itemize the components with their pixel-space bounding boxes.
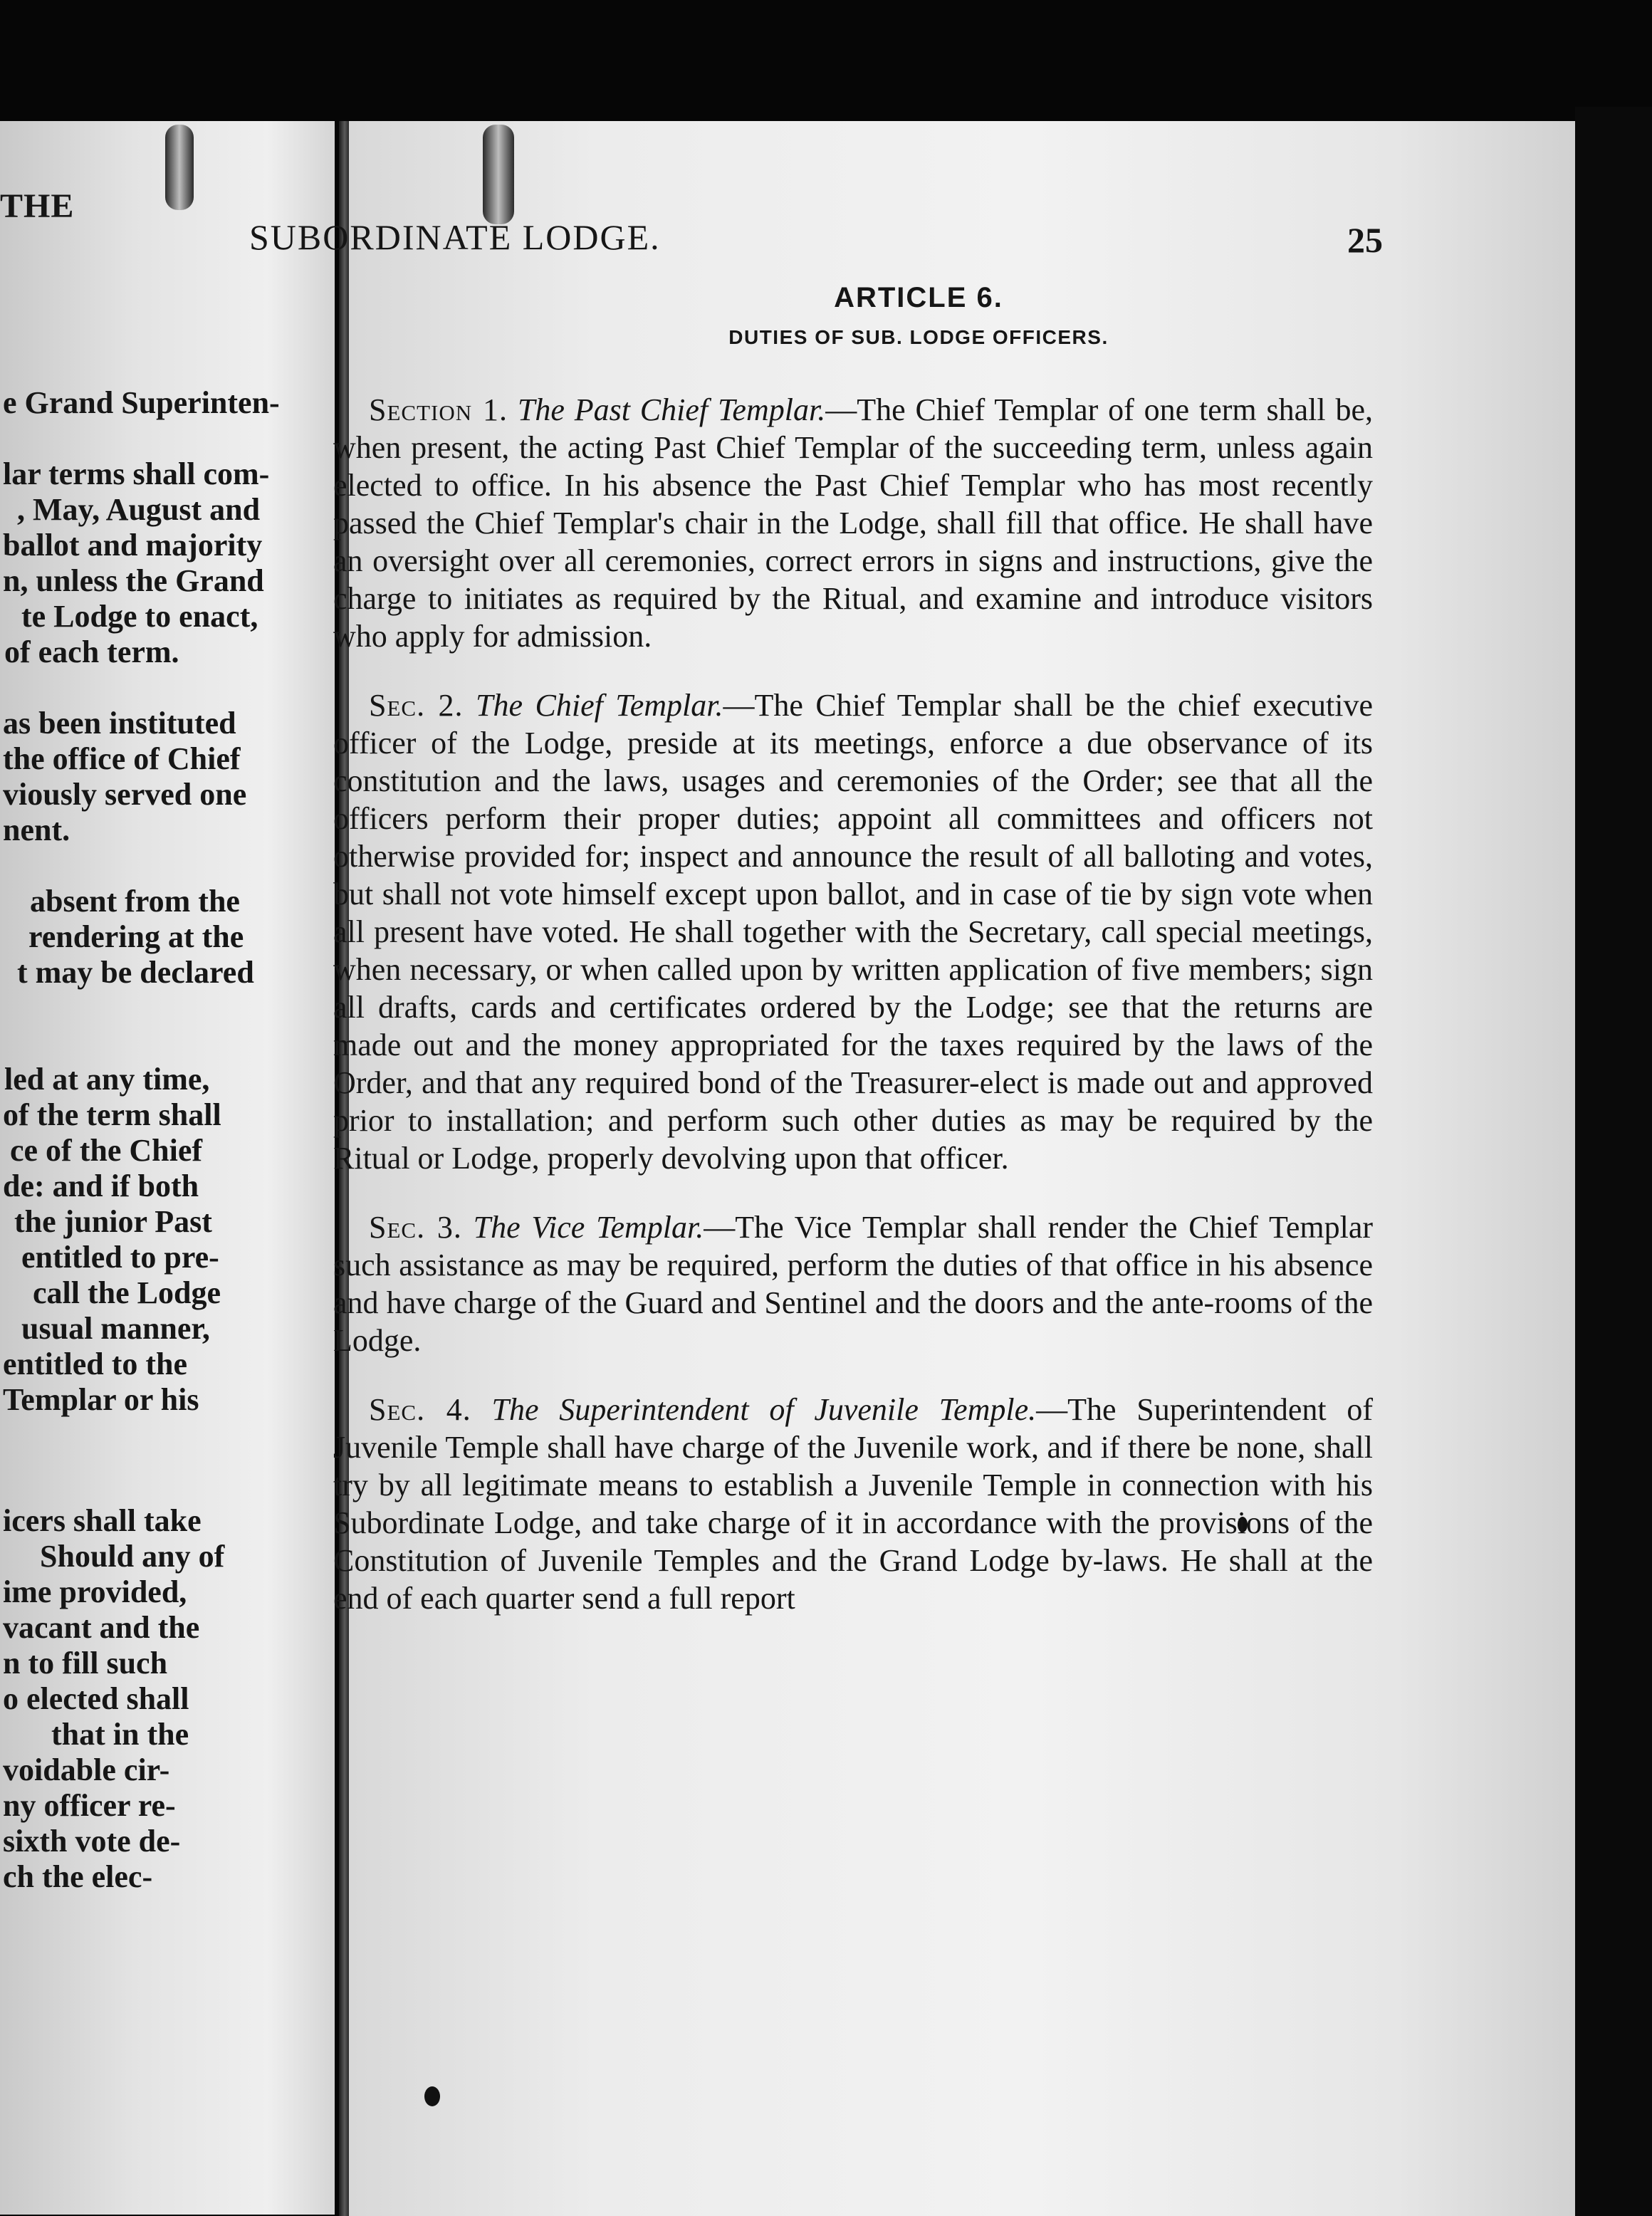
left-page-line: icers shall take bbox=[3, 1503, 202, 1538]
left-page-line: led at any time, bbox=[4, 1062, 210, 1097]
left-page-line: sixth vote de- bbox=[3, 1824, 181, 1859]
left-page-line: rendering at the bbox=[28, 919, 244, 954]
section-text: —The Chief Templar shall be the chief executive officer of the Lodge, preside at its meetings, enforce a due observance of its constitution and the laws, usages and ceremonies of the Order; see that all the officers perform their proper duties; appoint all committees and officers not otherwise provided for; inspect and announce the result of all balloting and votes, but shall not vote himself except upon ballot, and in case of tie by sign vote when all present have voted. He shall together with the Secretary, call special meetings, when necessary, or when called upon by written application of five members; sign all drafts, cards and certificates ordered by the Lodge; see that the returns are made out and the money appropriated for the taxes required by the laws of the Order, and that any required bond of the Treasurer-elect is made out and approved prior to installation; and perform such other duties as may be required by the Ritual or Lodge, properly devolving upon that officer. bbox=[333, 688, 1373, 1176]
left-page-line: t may be declared bbox=[17, 955, 254, 990]
left-page-line: e Grand Superinten- bbox=[3, 385, 280, 420]
article-subtitle: DUTIES OF SUB. LODGE OFFICERS. bbox=[728, 326, 1109, 348]
left-page-line: , May, August and bbox=[17, 492, 261, 527]
left-page-line: as been instituted bbox=[3, 706, 236, 741]
ink-spot bbox=[424, 2086, 440, 2106]
article-title: ARTICLE 6. bbox=[834, 282, 1003, 313]
left-page-line: of each term. bbox=[4, 634, 179, 669]
left-page-line: vacant and the bbox=[3, 1610, 200, 1645]
left-page-heading: THE bbox=[0, 187, 75, 225]
sections bbox=[333, 360, 1373, 1636]
left-page-line: absent from the bbox=[30, 884, 240, 919]
left-page-line: n, unless the Grand bbox=[3, 563, 264, 598]
section-name: The Past Chief Templar. bbox=[517, 392, 826, 427]
section-label: Sec. 2. bbox=[369, 688, 464, 723]
left-page-line: entitled to pre- bbox=[21, 1240, 219, 1275]
page-edge-shadow bbox=[1575, 107, 1652, 2216]
section-4 bbox=[333, 1391, 1373, 1617]
left-page-line: ch the elec- bbox=[3, 1859, 153, 1894]
left-page-line: of the term shall bbox=[3, 1097, 221, 1132]
left-page-line: usual manner, bbox=[21, 1311, 210, 1346]
section-text: —The Superintendent of Juvenile Temple shall have charge of the Juvenile work, and if there be none, shall try by all legitimate means to establish a Juvenile Temple in connection with his Subordinate Lodge, and take charge of it in accordance with the provisions of the Constitution of Juvenile Temples and the Grand Lodge by-laws. He shall at the end of each quarter send a full report bbox=[333, 1392, 1373, 1616]
page-number: 25 bbox=[1347, 220, 1383, 260]
left-page-line: voidable cir- bbox=[3, 1752, 170, 1787]
left-page-line: Templar or his bbox=[3, 1382, 199, 1417]
running-head: SUBORDINATE LODGE. bbox=[249, 217, 661, 257]
section-text: —The Chief Templar of one term shall be, when present, the acting Past Chief Templar of the succeeding term, unless again elected to office. In his absence the Past Chief Templar who has most recently passed the Chief Templar's chair in the Lodge, shall fill that office. He shall have an oversight over all ceremonies, correct errors in signs and instructions, give the charge to initiates as required by the Ritual, and examine and introduce visitors who apply for admission. bbox=[333, 392, 1374, 654]
section-text: —The Vice Templar shall render the Chief Templar such assistance as may be required, perform the duties of that office in his absence and have charge of the Guard and Sentinel and the doors and the ante-rooms of the Lodge. bbox=[333, 1210, 1374, 1358]
left-page-line: nent. bbox=[3, 812, 70, 847]
left-page-line: ime provided, bbox=[3, 1574, 187, 1609]
section-name: The Superintendent of Juvenile Temple. bbox=[491, 1392, 1037, 1427]
left-page-line: that in the bbox=[51, 1717, 189, 1752]
left-page-line: viously served one bbox=[3, 777, 247, 812]
section-1 bbox=[333, 391, 1373, 655]
left-page-line: de: and if both bbox=[3, 1169, 199, 1203]
binding-clip bbox=[483, 125, 514, 224]
left-page-line: lar terms shall com- bbox=[3, 456, 270, 491]
section-2 bbox=[333, 686, 1373, 1177]
left-page-line: ny officer re- bbox=[3, 1788, 176, 1823]
left-page-line: n to fill such bbox=[3, 1646, 168, 1681]
section-name: The Chief Templar. bbox=[476, 688, 723, 723]
left-page-line: o elected shall bbox=[3, 1681, 189, 1716]
section-label: Section 1. bbox=[369, 392, 508, 427]
section-3 bbox=[333, 1208, 1373, 1359]
left-page-line: call the Lodge bbox=[33, 1275, 221, 1310]
page-header bbox=[249, 216, 1383, 273]
left-page-line: the office of Chief bbox=[3, 741, 241, 776]
section-label: Sec. 3. bbox=[369, 1210, 462, 1245]
left-page-line: te Lodge to enact, bbox=[21, 599, 258, 634]
left-page-line: entitled to the bbox=[3, 1347, 188, 1381]
section-label: Sec. 4. bbox=[369, 1392, 471, 1427]
left-page-line: Should any of bbox=[40, 1539, 225, 1574]
left-page-line: the junior Past bbox=[14, 1204, 212, 1239]
left-page-line: ballot and majority bbox=[3, 528, 263, 563]
left-page-line: ce of the Chief bbox=[10, 1133, 203, 1168]
binding-clip bbox=[165, 125, 194, 210]
section-name: The Vice Templar. bbox=[473, 1210, 704, 1245]
